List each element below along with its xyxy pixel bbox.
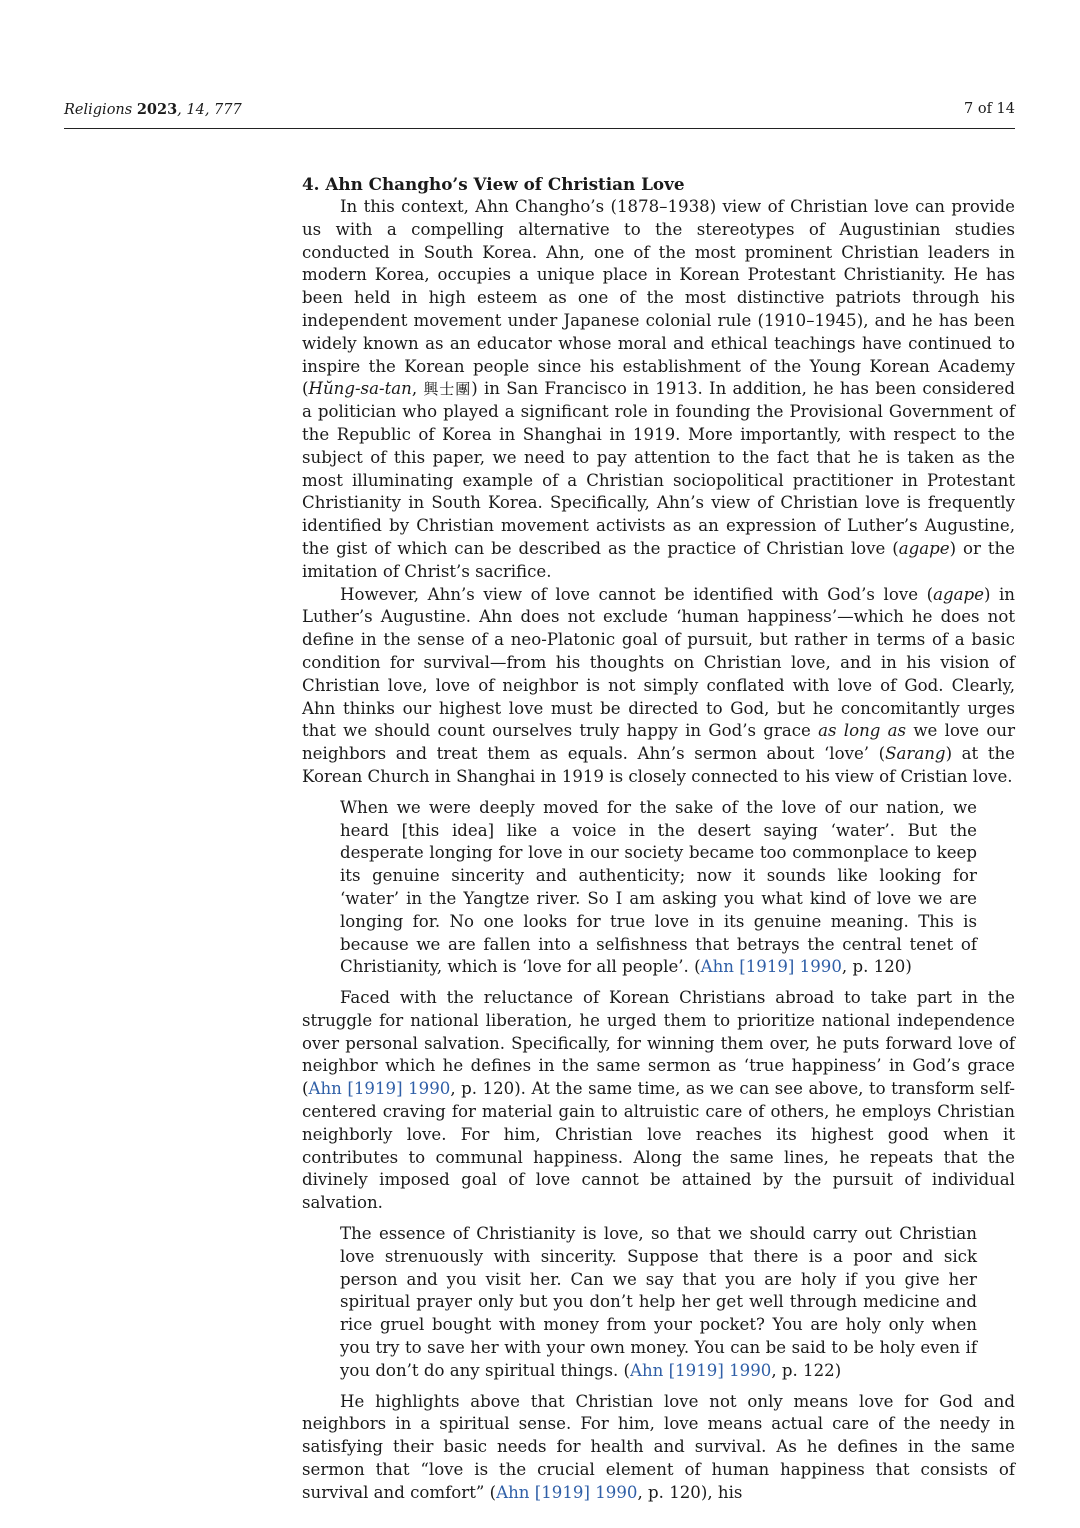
paragraph-3 xyxy=(302,987,1015,1215)
hanja-term: 興士團 xyxy=(423,380,472,399)
text-span: ) in Luther’s Augustine. Ahn does not exclude ‘human happiness’—which he does not define in the sense of a neo-Platonic goal of pursuit, but rather in terms of a basic condition for survival—from his thoughts on Christian love, and in his vision of Christian love, love of neighbor is not simply conflated with love of God. Clearly, Ahn thinks our highest love must be directed to God, but he concomitantly urges that we should count ourselves truly happy in God’s grace xyxy=(302,584,1015,741)
text-span: we love our neighbors and treat them as equals. Ahn’s sermon about ‘love’ ( xyxy=(302,721,1016,764)
emphasis: as long as xyxy=(818,721,907,741)
paragraph-2 xyxy=(302,584,1015,789)
text-span: , p. 120) xyxy=(841,957,912,977)
paragraph-4 xyxy=(302,1391,1015,1505)
text-span: Faced with the reluctance of Korean Christians abroad to take part in the struggle for national liberation, he urged them to prioritize national independence over personal salvation. Specifically, for winning them over, he puts forward love of neighbor which he defines in the same sermon as ‘true happiness’ in God’s grace ( xyxy=(302,988,1015,1099)
agape-term: agape xyxy=(898,538,950,558)
section-title: 4. Ahn Changho’s View of Christian Love xyxy=(302,174,685,194)
text-span: ) at the Korean Church in Shanghai in 1919 is closely connected to his view of Cristian love. xyxy=(302,744,1015,786)
text-span: , p. 120). At the same time, as we can see above, to transform self-centered craving for material gain to altruistic care of others, he employs Christian neighborly love. For him, Christian love reaches its highest good when it contributes to communal happiness. Along the same lines, he repeats that the divinely imposed goal of love cannot be attained by the pursuit of individual salvation. xyxy=(302,1079,1015,1213)
citation-link[interactable]: Ahn [1919] 1990 xyxy=(630,1360,772,1380)
korean-term: Sarang xyxy=(885,744,946,764)
block-quote-2 xyxy=(340,1223,977,1383)
running-header xyxy=(64,101,1015,121)
citation-link[interactable]: Ahn [1919] 1990 xyxy=(496,1482,638,1502)
text-span: He highlights above that Christian love not only means love for God and neighbors in a spiritual sense. For him, love means actual care of the needy in satisfying their basic needs for health and survival. As he defines in the same sermon that “love is the crucial element of human happiness that consists of survival and comfort” ( xyxy=(302,1391,1015,1502)
journal-name: Religions xyxy=(64,102,133,118)
text-span: , xyxy=(411,379,424,399)
agape-term: agape xyxy=(933,584,984,604)
journal-citation xyxy=(64,101,242,118)
quote-text: The essence of Christianity is love, so that we should carry out Christian love strenuously with sincerity. Suppose that there is a poor and sick person and you visit her. Can we say that you are holy if you give her spiritual prayer only but you don’t help her get well through medicine and rice gruel bought with money from your pocket? You are holy only when you try to save her with your own money. You can be said to be holy even if you don’t do any spiritual things. ( xyxy=(340,1224,977,1380)
journal-year: 2023 xyxy=(136,101,178,118)
citation-link[interactable]: Ahn [1919] 1990 xyxy=(308,1079,451,1099)
paragraph-1 xyxy=(302,196,1015,584)
page-number: 7 of 14 xyxy=(964,101,1015,117)
text-span: However, Ahn’s view of love cannot be identified with God’s love ( xyxy=(340,584,934,604)
text-span: ) or the imitation of Christ’s sacrifice. xyxy=(302,538,1016,581)
citation-link[interactable]: Ahn [1919] 1990 xyxy=(700,957,842,977)
korean-term: Hŭng-sa-tan xyxy=(308,379,412,399)
journal-volume: , 14, 777 xyxy=(177,102,242,118)
quote-text: When we were deeply moved for the sake of the love of our nation, we heard [this idea] like a voice in the desert saying ‘water’. But the desperate longing for love in our society became too commonplace to keep its genuine sincerity and authenticity; now it sounds like looking for ‘water’ in the Yangtze river. So I am asking you what kind of love we are longing for. No one looks for true love in its genuine meaning. This is because we are fallen into a selfishness that betrays the central tenet of Christianity, which is ‘love for all people’. ( xyxy=(340,797,977,977)
article-body xyxy=(302,172,1015,1505)
text-span: In this context, Ahn Changho’s (1878–1938) view of Christian love can provide us with a compelling alternative to the stereotypes of Augustinian studies conducted in South Korea. Ahn, one of the most prominent Christian leaders in modern Korea, occupies a unique place in Korean Protestant Christianity. He has been held in high esteem as one of the most distinctive patriots through his independent movement under Japanese colonial rule (1910–1945), and he has been widely known as an educator whose moral and ethical teachings have continued to inspire the Korean people since his establishment of the Young Korean Academy ( xyxy=(302,197,1015,399)
text-span: ) in San Francisco in 1913. In addition, he has been considered a politician who played a significant role in founding the Provisional Government of the Republic of Korea in Shanghai in 1919. More importantly, with respect to the subject of this paper, we need to pay attention to the fact that he is taken as the most illuminating example of a Christian sociopolitical practitioner in Protestant Christianity in South Korea. Specifically, Ahn’s view of Christian love is frequently identified by Christian movement activists as an expression of Luther’s Augustine, the gist of which can be described as the practice of Christian love ( xyxy=(302,379,1015,558)
text-span: , p. 122) xyxy=(771,1360,842,1380)
header-rule xyxy=(64,128,1015,129)
text-span: , p. 120), his xyxy=(637,1482,743,1502)
block-quote-1 xyxy=(340,797,977,979)
